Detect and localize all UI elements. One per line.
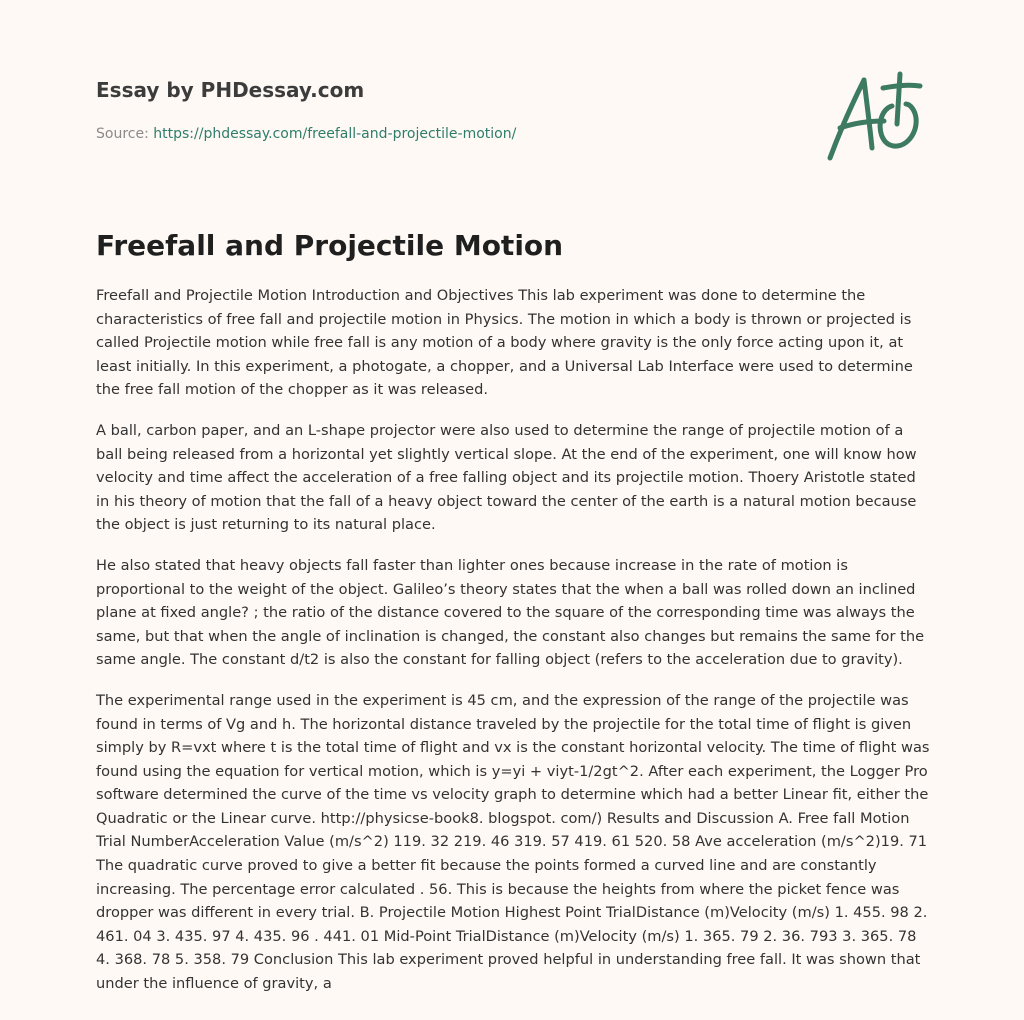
paragraph: Freefall and Projectile Motion Introduction and Objectives This lab experiment was done to determine the characteristics of free fall and projectile motion in Physics. The motion in which a body is thrown or projected is called Projectile motion while free fall is any motion of a body where gravity is the only force acting upon it, at least initially. In this experiment, a photogate, a chopper, and a Universal Lab Interface were used to determine the free fall motion of the chopper as it was released. — [96, 287, 913, 399]
paragraph: He also stated that heavy objects fall faster than lighter ones because increase in the rate of motion is proportional to the weight of the object. Galileo’s theory states that the when a ball was rolled down an inclined plane at fixed angle? ; the ratio of the distance covered to the square of the corresponding time was always the same, but that when the angle of inclination is changed, the constant also changes but remains the same for the same angle. The constant d/t2 is also the constant for falling object (refers to the acceleration due to gravity). — [96, 556, 925, 669]
source-line — [96, 124, 796, 144]
source-link[interactable]: https://phdessay.com/freefall-and-projectile-motion/ — [153, 126, 517, 142]
essay-header — [96, 76, 796, 144]
paragraph: A ball, carbon paper, and an L-shape projector were also used to determine the range of projectile motion of a ball being released from a horizontal yet slightly vertical slope. At the end of the experiment, one will know how velocity and time affect the acceleration of a free falling object and its projectile motion. Thoery Aristotle stated in his theory of motion that the fall of a heavy object toward the center of the earth is a natural motion because the object is just returning to its natural place. — [96, 421, 917, 534]
essay-title: Freefall and Projectile Motion — [96, 229, 564, 262]
essay-body — [96, 284, 932, 1013]
site-brand: Essay by PHDessay.com — [96, 78, 365, 102]
source-label: Source: — [96, 126, 154, 142]
a-plus-grade-icon — [820, 66, 930, 166]
paragraph: The experimental range used in the experiment is 45 cm, and the expression of the range of the projectile was found in terms of Vg and h. The horizontal distance traveled by the projectile for the total time of flight is given simply by R=vxt where t is the total time of flight and vx is the constant horizontal velocity. The time of flight was found using the equation for vertical motion, which is y=yi + viyt-1/2gt^2. After each experiment, the Logger Pro software determined the curve of the time vs velocity graph to determine which had a better Linear fit, either the Quadratic or the Linear curve. http://physicse-book8. blogspot. com/) Results and Discussion A. Free fall Motion Trial NumberAcceleration Value (m/s^2) 119. 32 219. 46 319. 57 419. 61 520. 58 Ave acceleration (m/s^2)19. 71 The quadratic curve proved to give a better fit because the points formed a curved line and are constantly increasing. The percentage error calculated . 56. This is because the heights from where the picket fence was dropper was different in every trial. B. Projectile Motion Highest Point TrialDistance (m)Velocity (m/s) 1. 455. 98 2. 461. 04 3. 435. 97 4. 435. 96 . 441. 01 Mid-Point TrialDistance (m)Velocity (m/s) 1. 365. 79 2. 36. 793 3. 365. 78 4. 368. 78 5. 358. 79 Conclusion This lab experiment proved helpful in understanding free fall. It was shown that under the influence of gravity, a — [96, 691, 930, 993]
